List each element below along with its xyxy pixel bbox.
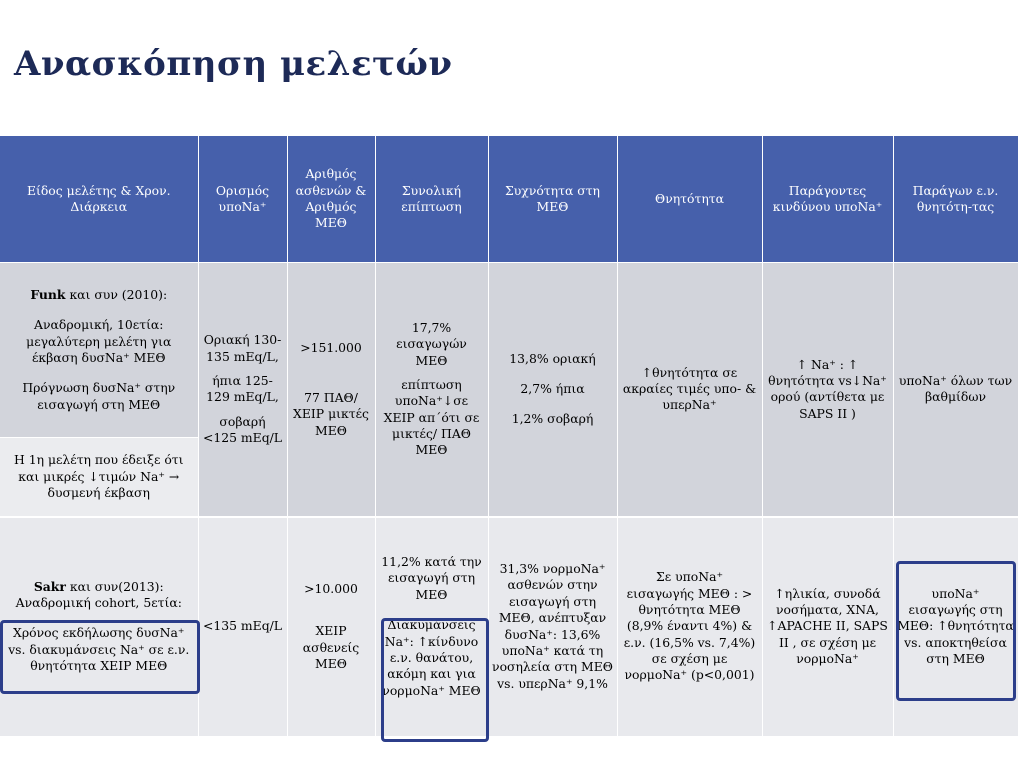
funk-icu-count: 77 ΠΑΘ/ ΧΕΙΡ μικτές ΜΕΘ <box>293 389 369 438</box>
highlight-box-sakr-study <box>0 620 200 694</box>
header-mortality: Θνητότητα <box>617 136 762 263</box>
funk-freq-borderline: 13,8% οριακή <box>509 350 596 366</box>
sakr-definition-cell: <135 mEq/L <box>198 517 287 736</box>
funk-study-cell <box>0 263 198 438</box>
sakr-study-suffix: και συν(2013): <box>65 578 164 594</box>
funk-definition-cell <box>198 263 287 517</box>
funk-def-mild: ήπια 125-129 mEq/L, <box>206 372 279 405</box>
sakr-patients-type: ΧΕΙΡ ασθενείς ΜΕΘ <box>302 623 360 671</box>
funk-patients-count: >151.000 <box>300 339 362 355</box>
funk-frequency-cell <box>488 263 617 517</box>
funk-incidence-cell <box>375 263 488 517</box>
sakr-study-desc: Αναδρομική cohort, 5ετία: <box>15 594 182 610</box>
funk-study-desc2: Πρόγνωση δυσNa⁺ στην εισαγωγή στη ΜΕΘ <box>22 380 176 412</box>
funk-risk-cell: ↑ Na⁺ : ↑ θνητότητα vs↓Na⁺ ορού (αντίθετα με SAPS II ) <box>762 263 893 517</box>
header-risk-factors: Παράγοντες κινδύνου υποNa⁺ <box>762 136 893 263</box>
funk-incidence-note: επίπτωση υποNa⁺↓σε ΧΕΙΡ απ΄ότι σε μικτές/ ΠΑΘ ΜΕΘ <box>383 376 480 458</box>
funk-study-name: Funk <box>30 286 66 302</box>
sakr-independent-cell: υποNa⁺ εισαγωγής στη ΜΕΘ: ↑θνητότητα vs. αποκτηθείσα στη ΜΕΘ <box>893 517 1018 736</box>
header-incidence: Συνολική επίπτωση <box>375 136 488 263</box>
funk-def-borderline: Οριακή 130-135 mEq/L, <box>203 332 282 364</box>
header-independent-factor: Παράγων ε.ν. θνητότη-τας <box>893 136 1018 263</box>
sakr-mortality-cell: Σε υποNa⁺ εισαγωγής ΜΕΘ : > θνητότητα ΜΕΘ (8,9% έναντι 4%) & ε.ν. (16,5% vs. 7,4%) σε σχέση με νορμοNa⁺ (p<0,001) <box>617 517 762 736</box>
table-header-row <box>0 136 1018 263</box>
sakr-study-name: Sakr <box>33 578 66 594</box>
sakr-patients-cell <box>287 517 375 736</box>
highlight-box-sakr-incidence <box>381 618 489 742</box>
header-definition: Ορισμός υποNa⁺ <box>198 136 287 263</box>
funk-mortality-cell: ↑θνητότητα σε ακραίες τιμές υπο- & υπερNa⁺ <box>617 263 762 517</box>
sakr-risk-cell: ↑ηλικία, συνοδά νοσήματα, ΧΝΑ, ↑APACHE II, SAPS II , σε σχέση με νορμοNa⁺ <box>762 517 893 736</box>
sakr-frequency-cell: 31,3% νορμοNa⁺ ασθενών στην εισαγωγή στη ΜΕΘ, ανέπτυξαν δυσNa⁺: 13,6% υποNa⁺ κατά τη νοσηλεία στη ΜΕΘ vs. υπερNa⁺ 9,1% <box>488 517 617 736</box>
sakr-incidence-total: 11,2% κατά την εισαγωγή στη ΜΕΘ <box>381 554 482 602</box>
funk-patients-cell <box>287 263 375 517</box>
table-row-funk <box>0 263 1018 438</box>
header-patients: Αριθμός ασθενών & Αριθμός ΜΕΘ <box>287 136 375 263</box>
funk-incidence-total: 17,7% εισαγωγών ΜΕΘ <box>396 319 467 368</box>
header-study-type: Είδος μελέτης & Χρον. Διάρκεια <box>0 136 198 263</box>
funk-study-desc: Αναδρομική, 10ετία: μεγαλύτερη μελέτη για έκβαση δυσNa⁺ ΜΕΘ <box>26 317 172 365</box>
sakr-patients-count: >10.000 <box>304 580 358 596</box>
funk-freq-severe: 1,2% σοβαρή <box>511 411 594 427</box>
funk-highlight-cell: Η 1η μελέτη που έδειξε ότι και μικρές ↓τιμών Na⁺ → δυσμενή έκβαση <box>0 438 198 517</box>
header-frequency: Συχνότητα στη ΜΕΘ <box>488 136 617 263</box>
funk-study-suffix: και συν (2010): <box>65 286 168 302</box>
highlight-box-sakr-independent <box>896 561 1016 701</box>
slide-title: Ανασκόπηση μελετών <box>14 44 453 84</box>
funk-freq-mild: 2,7% ήπια <box>520 381 585 397</box>
funk-def-severe: σοβαρή <125 mEq/L <box>202 413 283 445</box>
sakr-study-desc2: Χρόνος εκδήλωσης δυσNa⁺ vs. διακυμάνσεις Na⁺ σε ε.ν. θνητότητα ΧΕΙΡ ΜΕΘ <box>8 625 190 674</box>
sakr-incidence-note: Διακυμάνσεις Na⁺: ↑κίνδυνο ε.ν. θανάτου, ακόμη και για νορμοNa⁺ ΜΕΘ <box>382 617 481 698</box>
funk-independent-cell: υποNa⁺ όλων των βαθμίδων <box>893 263 1018 517</box>
